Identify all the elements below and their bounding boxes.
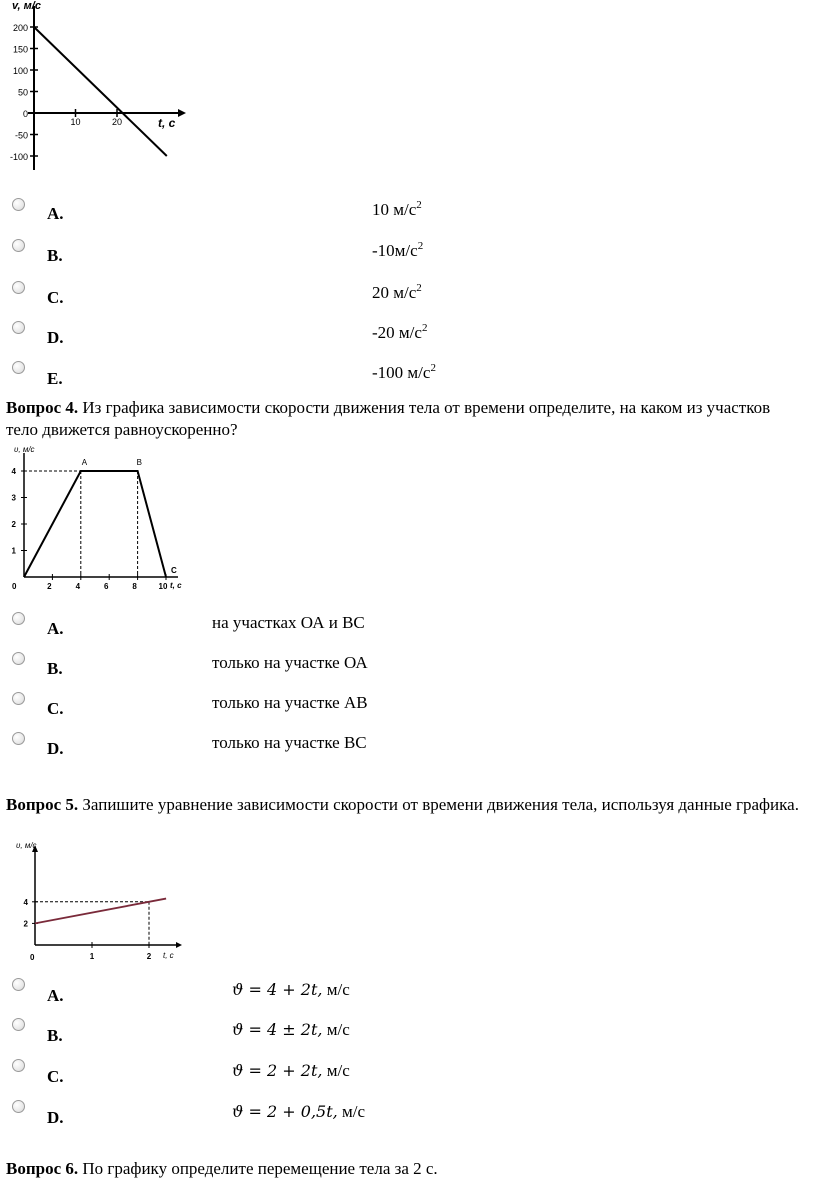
x-tick-label: 2: [47, 582, 52, 591]
y-tick-label: 100: [12, 66, 28, 76]
question-label: Вопрос 4.: [6, 398, 79, 417]
y-tick-label: -100: [9, 152, 28, 162]
option-letter: B.: [47, 246, 63, 265]
option-letter: C.: [47, 699, 64, 718]
x-tick-label: 10: [158, 582, 168, 591]
question-body: По графику определите перемещение тела за 2 с.: [78, 1159, 438, 1178]
radio-option-d[interactable]: [12, 1100, 25, 1113]
origin-label: 0: [12, 582, 17, 591]
option-text: только на участке ВС: [212, 733, 367, 752]
y-tick-label: 2: [23, 919, 28, 929]
radio-option-a[interactable]: [12, 978, 25, 991]
y-tick-label: 4: [23, 897, 28, 907]
x-axis-arrow: [176, 942, 182, 948]
question-body: Из графика зависимости скорости движения тела от времени определите, на каком из участков тело движется равноускоренно?: [6, 398, 771, 439]
y-tick-label: 150: [12, 44, 28, 55]
y-tick-label: 0: [22, 109, 28, 119]
radio-option-e[interactable]: [12, 361, 25, 374]
option-letter: B.: [47, 659, 63, 678]
option-formula: ϑ = 2 + 0,5t, м/с: [232, 1102, 366, 1121]
option-text: -100 $м/с^2$: [372, 362, 436, 382]
radio-option-a[interactable]: [12, 612, 25, 625]
option-letter: A.: [47, 204, 64, 223]
radio-option-b[interactable]: [12, 652, 25, 665]
question-5-text: [6, 794, 806, 816]
x-tick-label: 8: [132, 582, 137, 591]
point-label-c: C: [171, 566, 177, 575]
x-axis-label: t, c: [158, 116, 176, 130]
velocity-graph-1: [0, 0, 200, 190]
x-axis-arrow: [178, 109, 186, 117]
point-label-b: B: [136, 458, 142, 467]
question-body: Запишите уравнение зависимости скорости от времени движения тела, используя данные графика.: [78, 795, 799, 814]
radio-option-d[interactable]: [12, 732, 25, 745]
question-6-text: [6, 1158, 806, 1180]
option-letter: D.: [47, 739, 64, 758]
velocity-graph-q5: [0, 838, 200, 963]
option-letter: E.: [47, 369, 63, 388]
option-text: только на участке АВ: [212, 693, 368, 712]
option-letter: A.: [47, 986, 64, 1005]
y-tick-label: 200: [12, 23, 28, 33]
option-text: только на участке ОА: [212, 653, 368, 672]
radio-option-c[interactable]: [12, 1059, 25, 1072]
radio-option-c[interactable]: [12, 692, 25, 705]
x-tick-label: 1: [89, 952, 95, 961]
question-label: Вопрос 5.: [6, 795, 79, 814]
point-label-a: A: [81, 458, 88, 467]
option-formula: ϑ = 4 + 2t, м/с: [232, 980, 350, 999]
option-letter: D.: [47, 1108, 64, 1127]
option-letter: D.: [47, 328, 64, 347]
option-text: на участках ОА и ВС: [212, 613, 365, 632]
y-tick-label: 50: [17, 87, 28, 98]
y-tick-label: 4: [11, 467, 16, 476]
question-4-text: [6, 397, 806, 441]
radio-option-b[interactable]: [12, 1018, 25, 1031]
y-axis-label: υ, м/с: [14, 445, 35, 454]
x-axis-label: t, c: [170, 581, 182, 590]
radio-option-c[interactable]: [12, 281, 25, 294]
x-tick-label: 6: [103, 582, 109, 591]
x-tick-label: 2: [146, 952, 152, 961]
y-axis-label: v, м/с: [12, 0, 41, 12]
y-tick-label: 3: [11, 493, 16, 503]
option-text: 20 $м/с^2$: [372, 282, 422, 302]
series-line: [24, 471, 166, 577]
series-line: [34, 27, 167, 156]
radio-option-d[interactable]: [12, 321, 25, 334]
option-letter: C.: [47, 1067, 64, 1086]
x-axis-label: t, c: [163, 951, 174, 960]
x-tick-label: 20: [111, 117, 123, 127]
velocity-graph-q4: [0, 443, 200, 595]
y-tick-label: 2: [11, 520, 16, 529]
radio-option-b[interactable]: [12, 239, 25, 252]
option-text: -20 $м/с^2$: [372, 322, 428, 342]
option-letter: A.: [47, 619, 64, 638]
question-label: Вопрос 6.: [6, 1159, 79, 1178]
origin-label: 0: [30, 953, 35, 962]
radio-option-a[interactable]: [12, 198, 25, 211]
option-letter: C.: [47, 288, 64, 307]
option-letter: B.: [47, 1026, 63, 1045]
y-axis-label: υ, м/с: [16, 841, 37, 850]
x-tick-label: 4: [75, 582, 81, 591]
option-formula: ϑ = 4 ± 2t, м/с: [232, 1020, 350, 1039]
option-formula: ϑ = 2 + 2t, м/с: [232, 1061, 350, 1080]
x-tick-label: 10: [70, 117, 81, 127]
y-tick-label: -50: [14, 130, 28, 141]
option-text: 10 $м/с^2$: [372, 199, 422, 219]
option-text: $-10м/с^2$: [372, 240, 424, 260]
y-tick-label: 1: [11, 546, 16, 556]
